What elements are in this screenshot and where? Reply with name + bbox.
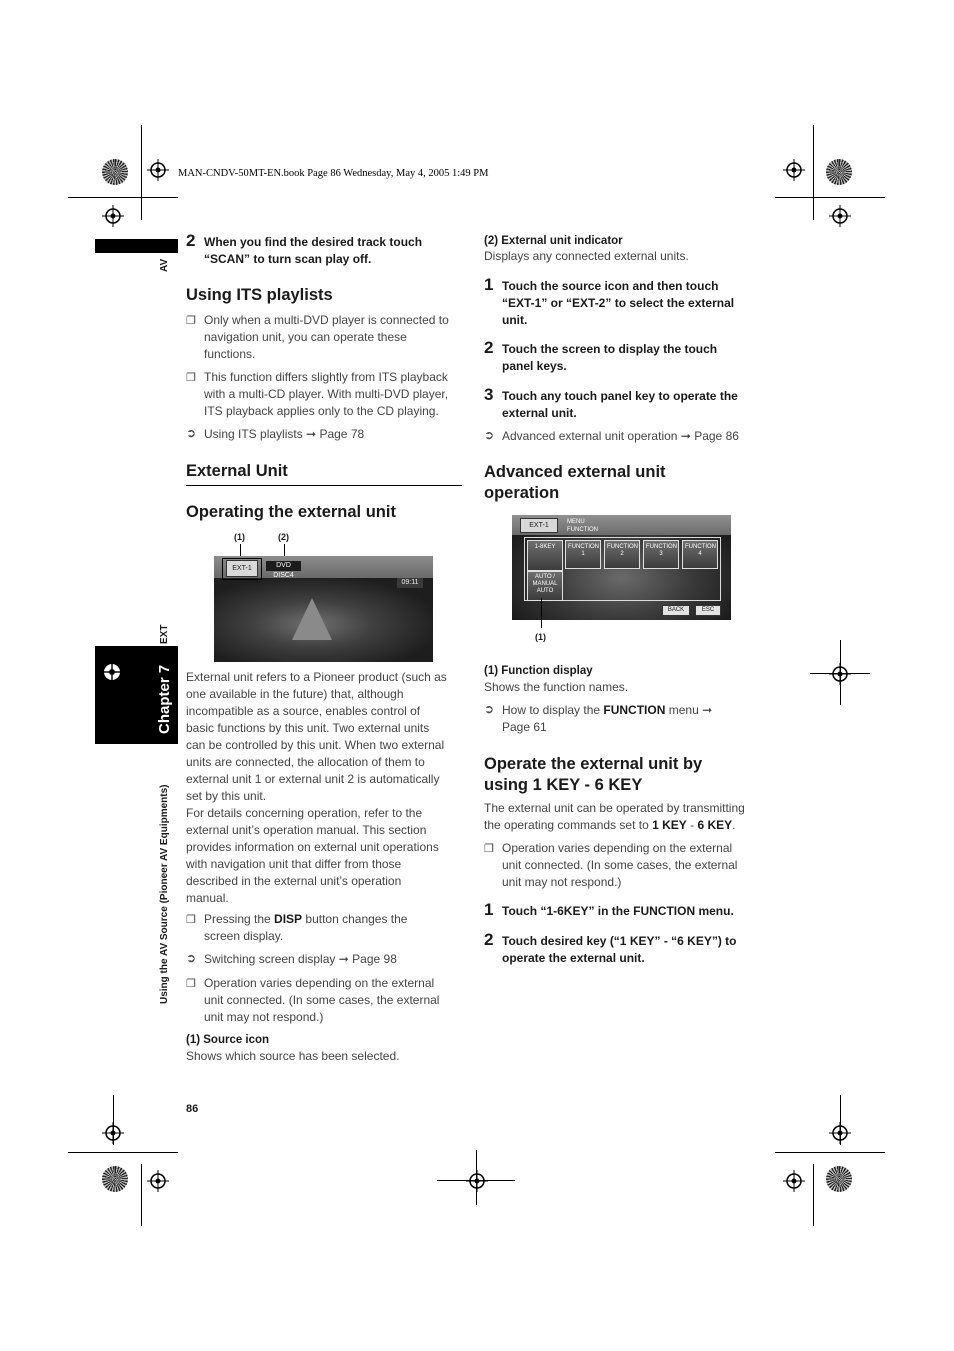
function-display-desc: Shows the function names. (484, 680, 629, 694)
side-label-av: AV (159, 258, 170, 272)
note-box-icon: ❐ (186, 978, 196, 990)
external-unit-indicator: DVD DISC4 (266, 561, 301, 571)
function-1-button[interactable]: FUNCTION 1 (565, 540, 601, 569)
source-icon[interactable]: EXT-1 (226, 560, 258, 577)
its-reference[interactable]: Using ITS playlists ➞ Page 78 (204, 427, 365, 441)
step-text: Touch “1-6KEY” in the FUNCTION menu. (502, 904, 734, 918)
indicator-desc: Displays any connected external units. (484, 249, 689, 263)
esc-button[interactable]: ESC (695, 605, 721, 616)
crop-mark (775, 1152, 885, 1153)
callout-2: (2) (278, 532, 289, 542)
chapter-bar (95, 239, 178, 253)
step-text: Touch the source icon and then touch “EXT-1” or “EXT-2” to select the external unit. (502, 279, 735, 327)
step-number: 2 (186, 231, 196, 250)
crop-mark (840, 1095, 841, 1145)
time-display: 09:11 (397, 578, 423, 588)
registration-mark-icon (102, 205, 124, 227)
step-number: 2 (484, 338, 494, 357)
step-text: Touch the screen to display the touch panel keys. (502, 342, 718, 373)
note-box-icon: ❐ (186, 372, 196, 384)
operating-heading: Operating the external unit (186, 503, 396, 521)
crop-mark (141, 1164, 142, 1226)
crop-mark (141, 125, 142, 220)
function-reference[interactable]: How to display the FUNCTION menu ➞ Page 61 (502, 703, 713, 734)
callout-line (541, 598, 542, 628)
target-icon (103, 663, 121, 681)
indicator-label: (2) External unit indicator (484, 235, 623, 247)
crop-mark (113, 1095, 114, 1145)
chapter-label: Chapter 7 (156, 664, 173, 734)
color-registration-wheel (826, 1166, 852, 1192)
auto-manual-button[interactable]: AUTO / MANUAL AUTO (527, 571, 563, 601)
crop-mark (810, 673, 870, 674)
step-number: 3 (484, 385, 494, 404)
external-unit-body: External unit refers to a Pioneer product (such as one available in the future) that, although incompatible as a source, enables control of basic functions by this unit. Two external units can be controlled by this unit. When two external units are connected, the allocation of them to external unit 1 or external unit 2 is automatically set by this unit. For details concerning operation, refer to the external unit’s operation manual. This section provides information on external unit operations with navigation unit that differ from those described in the external unit’s operation manual. (186, 670, 447, 905)
step-text: When you find the desired track touch “SCAN” to turn scan play off. (204, 235, 423, 266)
reference-icon: ➲ (186, 951, 197, 965)
advanced-heading: Advanced external unit operation (484, 463, 666, 502)
color-registration-wheel (826, 159, 852, 185)
side-label-ext: EXT (159, 624, 170, 644)
operate-keys-heading: Operate the external unit by using 1 KEY - 6 KEY (484, 755, 703, 794)
key-button[interactable]: 1-8KEY (527, 540, 563, 571)
function-display-label: (1) Function display (484, 665, 593, 677)
back-button[interactable]: BACK (662, 605, 690, 616)
operate-note: Operation varies depending on the external unit connected. (In some cases, the external unit may not respond.) (502, 841, 738, 889)
registration-mark-icon (466, 1170, 488, 1192)
crop-mark (68, 197, 178, 198)
registration-mark-icon (147, 1170, 169, 1192)
function-3-button[interactable]: FUNCTION 3 (643, 540, 679, 569)
switch-reference[interactable]: Switching screen display ➞ Page 98 (204, 952, 397, 966)
color-registration-wheel (102, 1166, 128, 1192)
crop-mark (813, 1164, 814, 1226)
source-icon[interactable]: EXT-1 (520, 518, 558, 533)
crop-mark (68, 1152, 178, 1153)
registration-mark-icon (783, 1170, 805, 1192)
step-number: 2 (484, 930, 494, 949)
registration-mark-icon (783, 159, 805, 181)
its-note-2: This function differs slightly from ITS playback with a multi-CD player. With multi-DVD player, ITS playback applies only to the CD playing. (204, 370, 449, 418)
crop-mark (476, 1150, 477, 1205)
operate-keys-body: The external unit can be operated by transmitting the operating commands set to 1 KEY - 6 KEY. (484, 801, 745, 832)
crop-mark (813, 125, 814, 220)
reference-icon: ➲ (484, 702, 495, 716)
note-box-icon: ❐ (186, 315, 196, 327)
step-text: Touch any touch panel key to operate the external unit. (502, 389, 738, 420)
source-icon-desc: Shows which source has been selected. (186, 1049, 400, 1063)
its-heading: Using ITS playlists (186, 286, 333, 304)
note-box-icon: ❐ (186, 914, 196, 926)
step-number: 1 (484, 275, 494, 294)
callout-1: (1) (234, 532, 245, 542)
reference-icon: ➲ (484, 428, 495, 442)
external-unit-heading: External Unit (186, 462, 288, 480)
section-rule (186, 485, 462, 486)
section-label: Using the AV Source (Pioneer AV Equipments) (159, 784, 170, 1004)
note-box-icon: ❐ (484, 843, 494, 855)
function-screen: EXT-1 MENU FUNCTION 1-8KEY FUNCTION 1 FUNCTION 2 FUNCTION 3 FUNCTION 4 AUTO / MANUAL AUTO BACK ESC (512, 515, 731, 620)
crop-mark (775, 197, 885, 198)
function-2-button[interactable]: FUNCTION 2 (604, 540, 640, 569)
varies-note: Operation varies depending on the external unit connected. (In some cases, the external unit may not respond.) (204, 976, 440, 1024)
function-4-button[interactable]: FUNCTION 4 (682, 540, 718, 569)
file-header: MAN-CNDV-50MT-EN.book Page 86 Wednesday, May 4, 2005 1:49 PM (178, 168, 489, 179)
disp-note: Pressing the DISP button changes the screen display. (204, 912, 408, 943)
step-text: Touch desired key (“1 KEY” - “6 KEY”) to operate the external unit. (502, 934, 737, 965)
page-number: 86 (186, 1103, 199, 1115)
advanced-reference[interactable]: Advanced external unit operation ➞ Page 86 (502, 429, 739, 443)
callout-1: (1) (535, 632, 546, 642)
reference-icon: ➲ (186, 426, 197, 440)
registration-mark-icon (147, 159, 169, 181)
step-number: 1 (484, 900, 494, 919)
its-note-1: Only when a multi-DVD player is connected to navigation unit, you can operate these functions. (204, 313, 449, 361)
color-registration-wheel (102, 159, 128, 185)
callout-box (222, 558, 262, 580)
source-icon-label: (1) Source icon (186, 1034, 270, 1046)
registration-mark-icon (829, 205, 851, 227)
